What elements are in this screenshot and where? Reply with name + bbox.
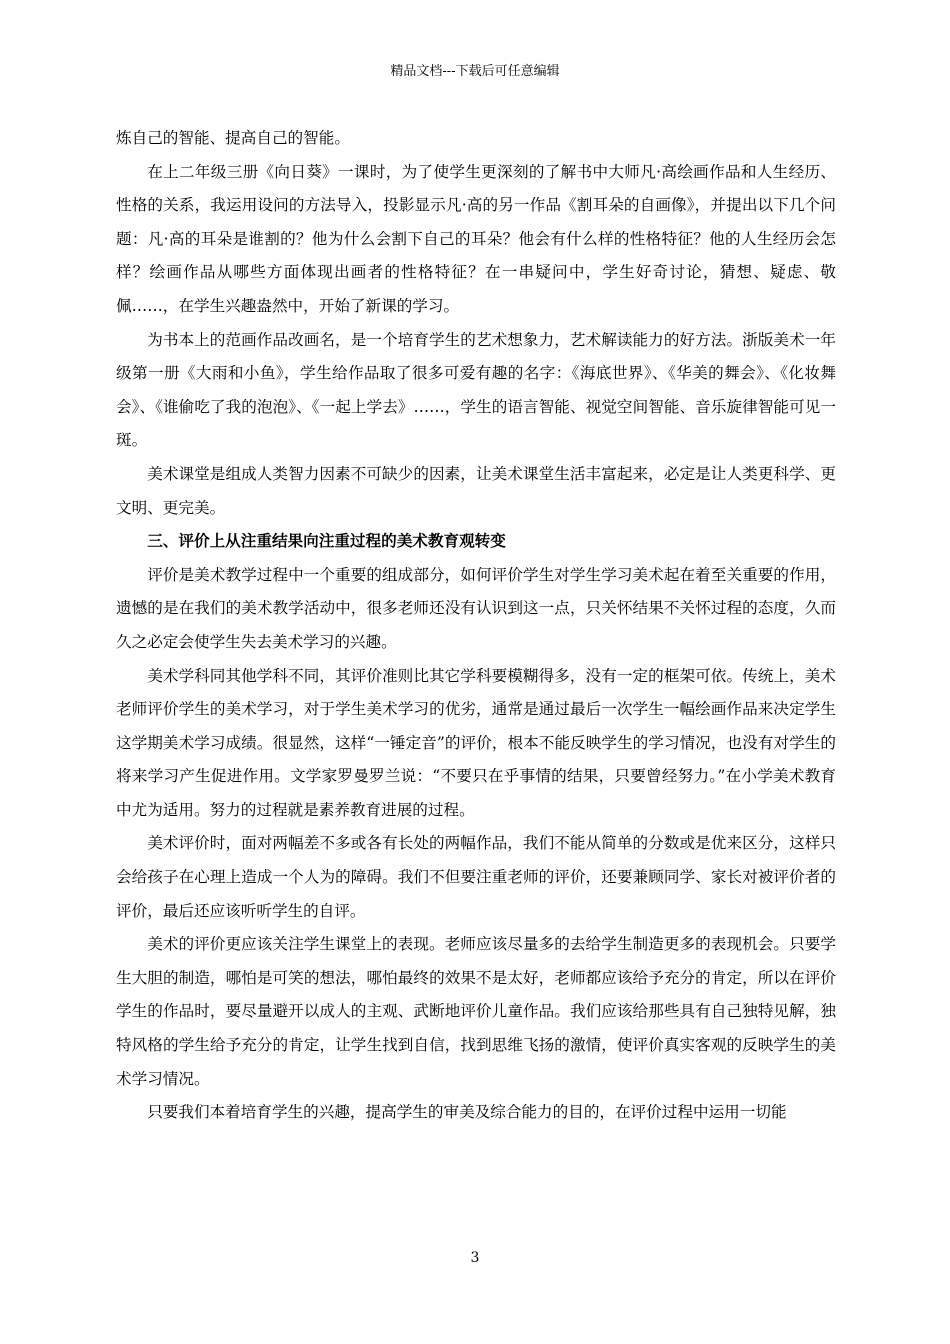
paragraph: 在上二年级三册《向日葵》一课时，为了使学生更深刻的了解书中大师凡·高绘画作品和人生经历、性格的关系，我运用设问的方法导入，投影显示凡·高的另一作品《割耳朵的自画像》，并提出以下几个问题：凡·高的耳朵是谁割的？他为什么会割下自己的耳朵？他会有什么样的性格特征？他的人生经历会怎样？绘画作品从哪些方面体现出画者的性格特征？在一串疑问中，学生好奇讨论，猜想、疑虑、敬佩……，在学生兴趣盎然中，开始了新课的学习。 [116,162,836,315]
paragraph: 炼自己的智能、提高自己的智能。 [116,129,350,147]
paragraph: 美术的评价更应该关注学生课堂上的表现。老师应该尽量多的去给学生制造更多的表现机会。只要学生大胆的制造，哪怕是可笑的想法，哪怕最终的效果不是太好，老师都应该给予充分的肯定，所以在评价学生的作品时，要尽量避开以成人的主观、武断地评价儿童作品。我们应该给那些具有自己独特见解，独特风格的学生给予充分的肯定，让学生找到自信，找到思维飞扬的激情，使评价真实客观的反映学生的美术学习情况。 [116,935,836,1088]
paragraph: 评价是美术教学过程中一个重要的组成部分，如何评价学生对学生学习美术起在着至关重要的作用，遗憾的是在我们的美术教学活动中，很多老师还没有认识到这一点，只关怀结果不关怀过程的态度，久而久之必定会使学生失去美术学习的兴趣。 [116,565,836,651]
page-header: 精品文档---下载后可任意编辑 [390,64,560,79]
paragraph: 美术课堂是组成人类智力因素不可缺少的因素，让美术课堂生活丰富起来，必定是让人类更科学、更文明、更完美。 [116,464,836,517]
section-heading: 三、评价上从注重结果向注重过程的美术教育观转变 [147,532,506,551]
page-number: 3 [470,1250,480,1266]
paragraph: 美术评价时，面对两幅差不多或各有长处的两幅作品，我们不能从简单的分数或是优来区分，这样只会给孩子在心理上造成一个人为的障碍。我们不但要注重老师的评价，还要兼顾同学、家长对被评价者的评价，最后还应该听听学生的自评。 [116,834,836,920]
paragraph: 只要我们本着培育学生的兴趣，提高学生的审美及综合能力的目的，在评价过程中运用一切能 [147,1103,787,1122]
paragraph: 为书本上的范画作品改画名，是一个培育学生的艺术想象力，艺术解读能力的好方法。浙版美术一年级第一册《大雨和小鱼》，学生给作品取了很多可爱有趣的名字：《海底世界》、《华美的舞会》、《化妆舞会》、《谁偷吃了我的泡泡》、《一起上学去》……，学生的语言智能、视觉空间智能、音乐旋律智能可见一斑。 [116,330,836,450]
document-body [116,122,836,1130]
paragraph: 美术学科同其他学科不同，其评价准则比其它学科要模糊得多，没有一定的框架可依。传统上，美术老师评价学生的美术学习，对于学生美术学习的优劣，通常是通过最后一次学生一幅绘画作品来决定学生这学期美术学习成绩。很显然，这样“一锤定音”的评价，根本不能反映学生的学习情况，也没有对学生的将来学习产生促进作用。文学家罗曼罗兰说：“不要只在乎事情的结果，只要曾经努力。”在小学美术教育中尤为适用。努力的过程就是素养教育进展的过程。 [116,666,836,819]
